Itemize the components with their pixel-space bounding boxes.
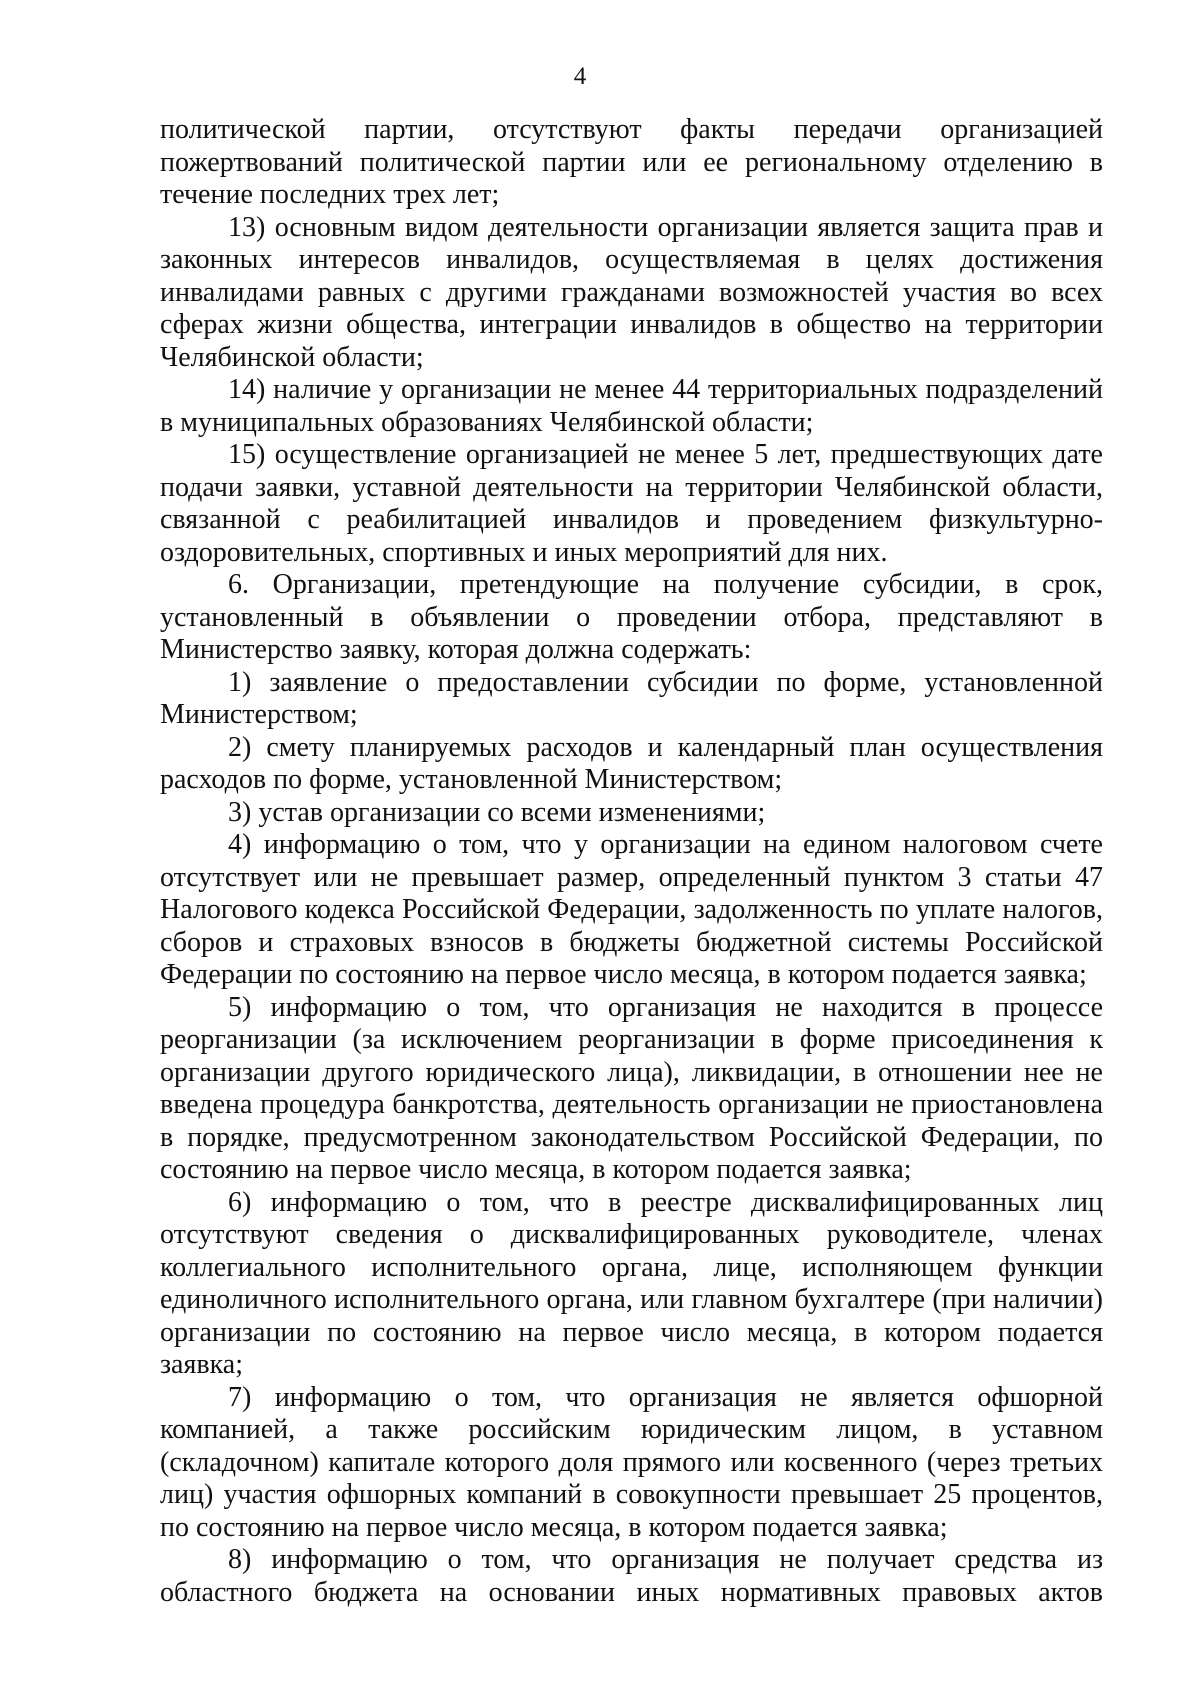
paragraph-subitem-6: 6) информацию о том, что в реестре дисквалифицированных лиц отсутствуют сведения о дисквалифицированных руководителе, членах коллегиального исполнительного органа, лице, исполняющем функции единоличного исполнительного органа, или главном бухгалтере (при наличии) организации по состоянию на первое число месяца, в котором подается заявка; (160, 1186, 1103, 1380)
page-number: 4 (573, 63, 587, 90)
paragraph-subitem-7: 7) информацию о том, что организация не является офшорной компанией, а также российским юридическим лицом, в уставном (складочном) капитале которого доля прямого или косвенного (через третьих лиц) участия офшорных компаний в совокупности превышает 25 процентов, по состоянию на первое число месяца, в котором подается заявка; (160, 1381, 1103, 1543)
paragraph-subitem-5: 5) информацию о том, что организация не находится в процессе реорганизации (за исключением реорганизации в форме присоединения к организации другого юридического лица), ликвидации, в отношении нее не введена процедура банкротства, деятельность организации не приостановлена в порядке, предусмотренном законодательством Российской Федерации, по состоянию на первое число месяца, в котором подается заявка; (160, 991, 1103, 1185)
paragraph-section-6: 6. Организации, претендующие на получение субсидии, в срок, установленный в объявлении о проведении отбора, представляют в Министерство заявку, которая должна содержать: (160, 569, 1103, 665)
paragraph-subitem-8: 8) информацию о том, что организация не получает средства из областного бюджета на основании иных нормативных правовых актов (160, 1544, 1103, 1608)
paragraph-subitem-2: 2) смету планируемых расходов и календарный план осуществления расходов по форме, установленной Министерством; (160, 731, 1103, 795)
paragraph-subitem-1: 1) заявление о предоставлении субсидии по форме, установленной Министерством; (160, 666, 1103, 730)
paragraph-subitem-4: 4) информацию о том, что у организации на едином налоговом счете отсутствует или не превышает размер, определенный пунктом 3 статьи 47 Налогового кодекса Российской Федерации, задолженность по уплате налогов, сборов и страховых взносов в бюджеты бюджетной системы Российской Федерации по состоянию на первое число месяца, в котором подается заявка; (160, 829, 1103, 990)
paragraph-item-13: 13) основным видом деятельности организации является защита прав и законных интересов инвалидов, осуществляемая в целях достижения инвалидами равных с другими гражданами возможностей участия во всех сферах жизни общества, интеграции инвалидов в общество на территории Челябинской области; (160, 211, 1103, 373)
paragraph-subitem-3: 3) устав организации со всеми изменениями; (228, 796, 766, 828)
paragraph-item-15: 15) осуществление организацией не менее 5 лет, предшествующих дате подачи заявки, уставной деятельности на территории Челябинской области, связанной с реабилитацией инвалидов и проведением физкультурно-оздоровительных, спортивных и иных мероприятий для них. (160, 439, 1103, 568)
paragraph-item-14: 14) наличие у организации не менее 44 территориальных подразделений в муниципальных образованиях Челябинской области; (160, 374, 1103, 438)
document-body (160, 114, 1103, 1609)
paragraph-continuation: политической партии, отсутствуют факты передачи организацией пожертвований политической партии или ее региональному отделению в течение последних трех лет; (160, 114, 1103, 210)
